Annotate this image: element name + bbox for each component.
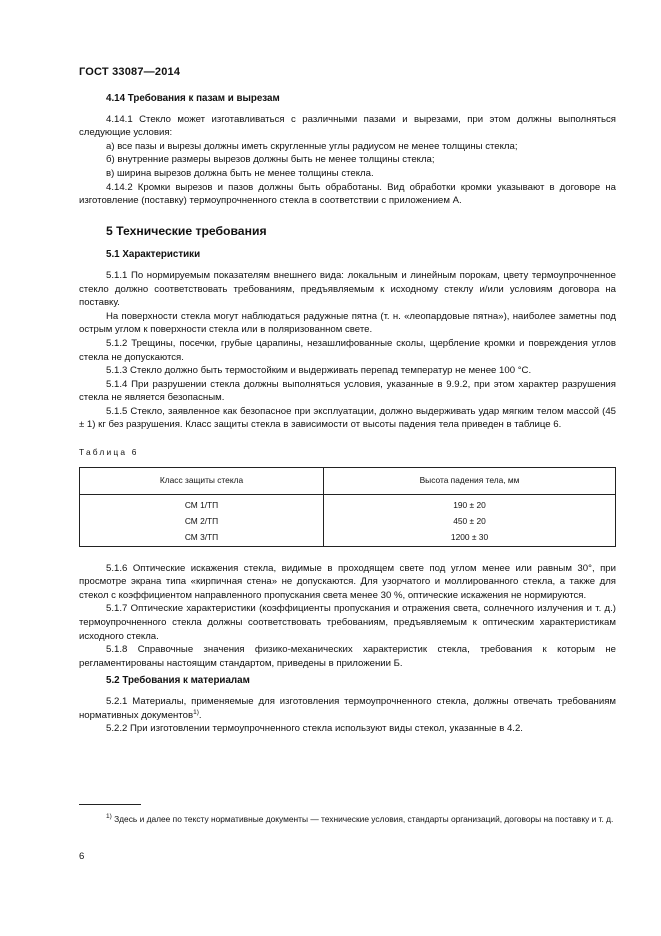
table-header-class: Класс защиты стекла (80, 467, 324, 494)
table-row (80, 514, 616, 530)
paragraph-5-1-6: 5.1.6 Оптические искажения стекла, видимые в проходящем свете под углом менее или равным 30°, при просмотре экрана типа «кирпичная стена» не допускаются. Для узорчатого и моллированного стекла, а также для стекол с коэффициентом направленного пропускания света менее 30 %, оптические искажения не нормируются. (79, 562, 616, 601)
page-number: 6 (79, 851, 85, 862)
table-header-row (80, 467, 616, 494)
footnote (79, 813, 616, 826)
table-cell-class: СМ 1/ТП (80, 494, 324, 514)
footnote-divider (79, 804, 141, 805)
footnote-text: Здесь и далее по тексту нормативные документы — технические условия, стандарты организаций, договоры на поставку и т. д. (111, 814, 614, 824)
table-cell-height: 450 ± 20 (324, 514, 616, 530)
list-item-c: в) ширина вырезов должна быть не менее толщины стекла. (106, 167, 374, 179)
paragraph-5-1-3: 5.1.3 Стекло должно быть термостойким и выдерживать перепад температур не менее 100 °С. (106, 365, 532, 377)
paragraph-4-14-2: 4.14.2 Кромки вырезов и пазов должны быть обработаны. Вид обработки кромки указывают в договоре на изготовление (поставку) термоупрочненного стекла в соответствии с приложением А. (79, 181, 616, 207)
paragraph-5-2-1-text: 5.2.1 Материалы, применяемые для изготовления термоупрочненного стекла, должны отвечать требованиям нормативных документов (79, 696, 616, 721)
table-cell-class: СМ 3/ТП (80, 530, 324, 547)
table-cell-class: СМ 2/ТП (80, 514, 324, 530)
paragraph-5-2-2: 5.2.2 При изготовлении термоупрочненного стекла используют виды стекол, указанные в 4.2. (106, 723, 523, 735)
paragraph-5-1-8: 5.1.8 Справочные значения физико-механических характеристик стекла, требования к которым не регламентированы настоящим стандартом, приведены в приложении Б. (79, 644, 616, 669)
paragraph-5-1-1: 5.1.1 По нормируемым показателям внешнего вида: локальным и линейным порокам, цвету термоупрочненное стекло должно соответствовать требованиям, предъявляемым к исходному стеклу и/или условиям договора на поставку. (79, 269, 616, 309)
section-5-1-heading: 5.1 Характеристики (106, 249, 201, 261)
paragraph-5-2-1-end: . (198, 709, 202, 721)
paragraph-5-1-5: 5.1.5 Стекло, заявленное как безопасное при эксплуатации, должно выдерживать удар мягким телом массой (45 ± 1) кг без разрушения. Класс защиты стекла в зависимости от высоты падения тела приведен в таблице 6. (79, 405, 616, 431)
paragraph-5-1-4: 5.1.4 При разрушении стекла должны выполняться условия, указанные в 9.9.2, при этом характер разрушения стекла не является безопасным. (79, 378, 616, 404)
section-5-2-heading: 5.2 Требования к материалам (106, 675, 250, 687)
section-4-14-heading: 4.14 Требования к пазам и вырезам (106, 93, 280, 104)
footnote-mark: 1) (106, 813, 112, 820)
standard-header: ГОСТ 33087—2014 (79, 66, 181, 78)
paragraph-4-14-1: 4.14.1 Стекло может изготавливаться с различными пазами и вырезами, при этом должны выполняться следующие условия: (79, 113, 616, 139)
table-row (80, 494, 616, 514)
table-cell-height: 1200 ± 30 (324, 530, 616, 547)
section-5-heading: 5 Технические требования (106, 223, 267, 238)
table-cell-height: 190 ± 20 (324, 494, 616, 514)
table-6-caption: Таблица 6 (79, 447, 139, 458)
paragraph-5-1-2: 5.1.2 Трещины, посечки, грубые царапины, незашлифованные сколы, щербление кромки и повреждения углов стекла не допускаются. (79, 337, 616, 363)
paragraph-5-1-1-note: На поверхности стекла могут наблюдаться радужные пятна (т. н. «леопардовые пятна»), наиболее заметны под острым углом к поверхности стекла или в поляризованном свете. (79, 310, 616, 336)
document-body (79, 92, 616, 736)
paragraph-5-2-1 (79, 695, 616, 722)
table-header-height: Высота падения тела, мм (324, 467, 616, 494)
paragraph-5-1-7: 5.1.7 Оптические характеристики (коэффициенты пропускания и отражения света, солнечного излучения и т. д.) термоупрочненного стекла должны соответствовать требованиям, предъявляемым к оптическим характеристикам исходного стекла. (79, 603, 616, 642)
list-item-a: а) все пазы и вырезы должны иметь скругленные углы радиусом не менее толщины стекла; (106, 140, 518, 152)
table-6 (79, 467, 616, 547)
list-item-b: б) внутренние размеры вырезов должны быть не менее толщины стекла; (106, 154, 435, 166)
table-row (80, 530, 616, 547)
footnote-reference: 1) (193, 708, 199, 716)
